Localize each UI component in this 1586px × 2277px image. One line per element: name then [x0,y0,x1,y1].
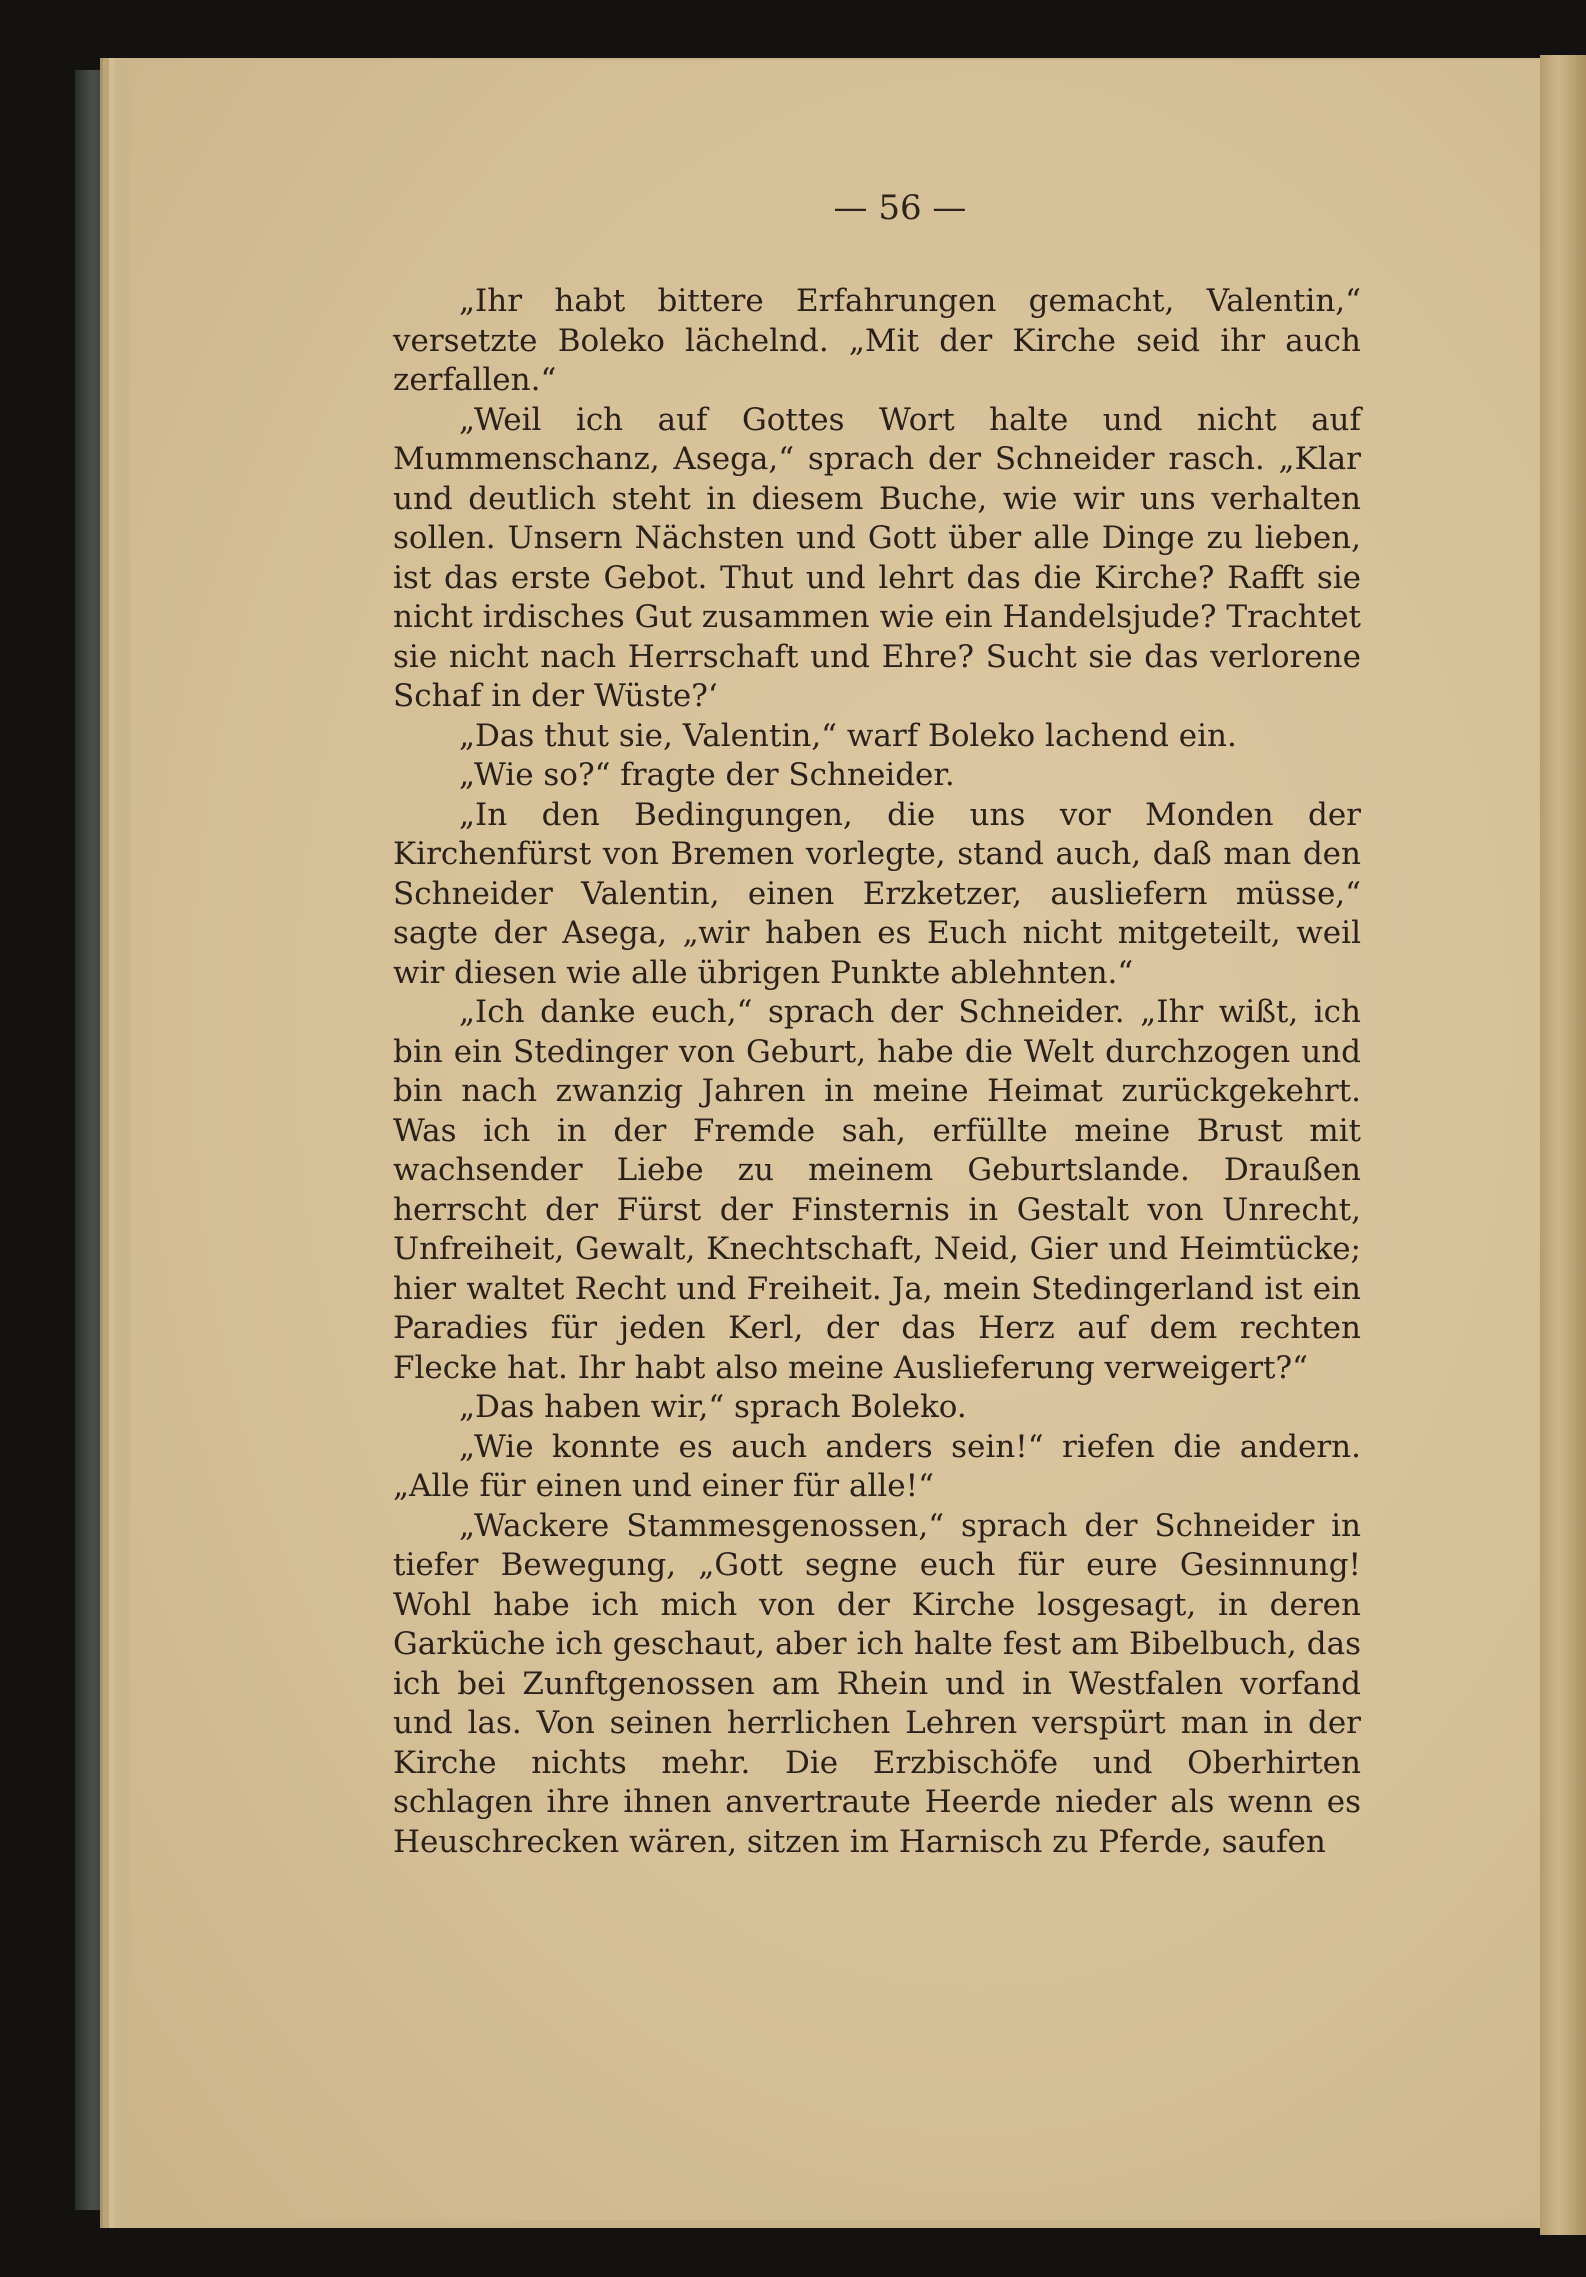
paragraph: „In den Bedingungen, die uns vor Monden der Kirchenfürst von Bremen vorlegte, stand auch, daß man den Schneider Valentin, einen Erzketzer, ausliefern müsse,“ sagte der Asega, „wir haben es Euch nicht mitgeteilt, weil wir diesen wie alle übrigen Punkte ablehnten.“ [393,796,1361,991]
paragraph: „Wackere Stammesgenossen,“ sprach der Schneider in tiefer Bewegung, „Gott segne euch für eure Gesinnung! Wohl habe ich mich von der Kirche losgesagt, in deren Garküche ich geschaut, aber ich halte fest am Bibelbuch, das ich bei Zunftgenossen am Rhein und in Westfalen vorfand und las. Von seinen herrlichen Lehren verspürt man in der Kirche nichts mehr. Die Erzbischöfe und Oberhirten schlagen ihre ihnen anvertraute Heerde nieder als wenn es Heuschrecken wären, sitzen im Harnisch zu Pferde, saufen [393,1507,1361,1860]
page-number: — 56 — [833,188,967,228]
paragraph: „Das thut sie, Valentin,“ warf Boleko lachend ein. [459,717,1237,754]
paragraph: „Weil ich auf Gottes Wort halte und nicht auf Mummenschanz, Asega,“ sprach der Schneider rasch. „Klar und deutlich steht in diesem Buche, wie wir uns verhalten sollen. Unsern Nächsten und Gott über alle Dinge zu lieben, ist das erste Gebot. Thut und lehrt das die Kirche? Rafft sie nicht irdisches Gut zusammen wie ein Handelsjude? Trachtet sie nicht nach Herrschaft und Ehre? Sucht sie das verlorene Schaf in der Wüste?‘ [393,401,1361,714]
paragraph: „Wie so?“ fragte der Schneider. [459,757,955,793]
facing-page-edge [1540,55,1586,2235]
paragraph: „Wie konnte es auch anders sein!“ riefen die andern. „Alle für einen und einer für alle!“ [393,1428,1361,1504]
paragraph: „Das haben wir,“ sprach Boleko. [459,1389,967,1425]
body-text [393,282,1361,1862]
paragraph: „Ich danke euch,“ sprach der Schneider. „Ihr wißt, ich bin ein Stedinger von Geburt, habe die Welt durchzogen und bin nach zwanzig Jahren in meine Heimat zurückgekehrt. Was ich in der Fremde sah, erfüllte meine Brust mit wachsender Liebe zu meinem Geburtslande. Draußen herrscht der Fürst der Finsternis in Gestalt von Unrecht, Unfreiheit, Gewalt, Knechtschaft, Neid, Gier und Heimtücke; hier waltet Recht und Freiheit. Ja, mein Stedingerland ist ein Paradies für jeden Kerl, der das Herz auf dem rechten Flecke hat. Ihr habt also meine Auslieferung verweigert?“ [393,994,1361,1386]
paragraph: „Ihr habt bittere Erfahrungen gemacht, Valentin,“ versetzte Boleko lächelnd. „Mit der Kirche seid ihr auch zerfallen.“ [393,283,1361,398]
